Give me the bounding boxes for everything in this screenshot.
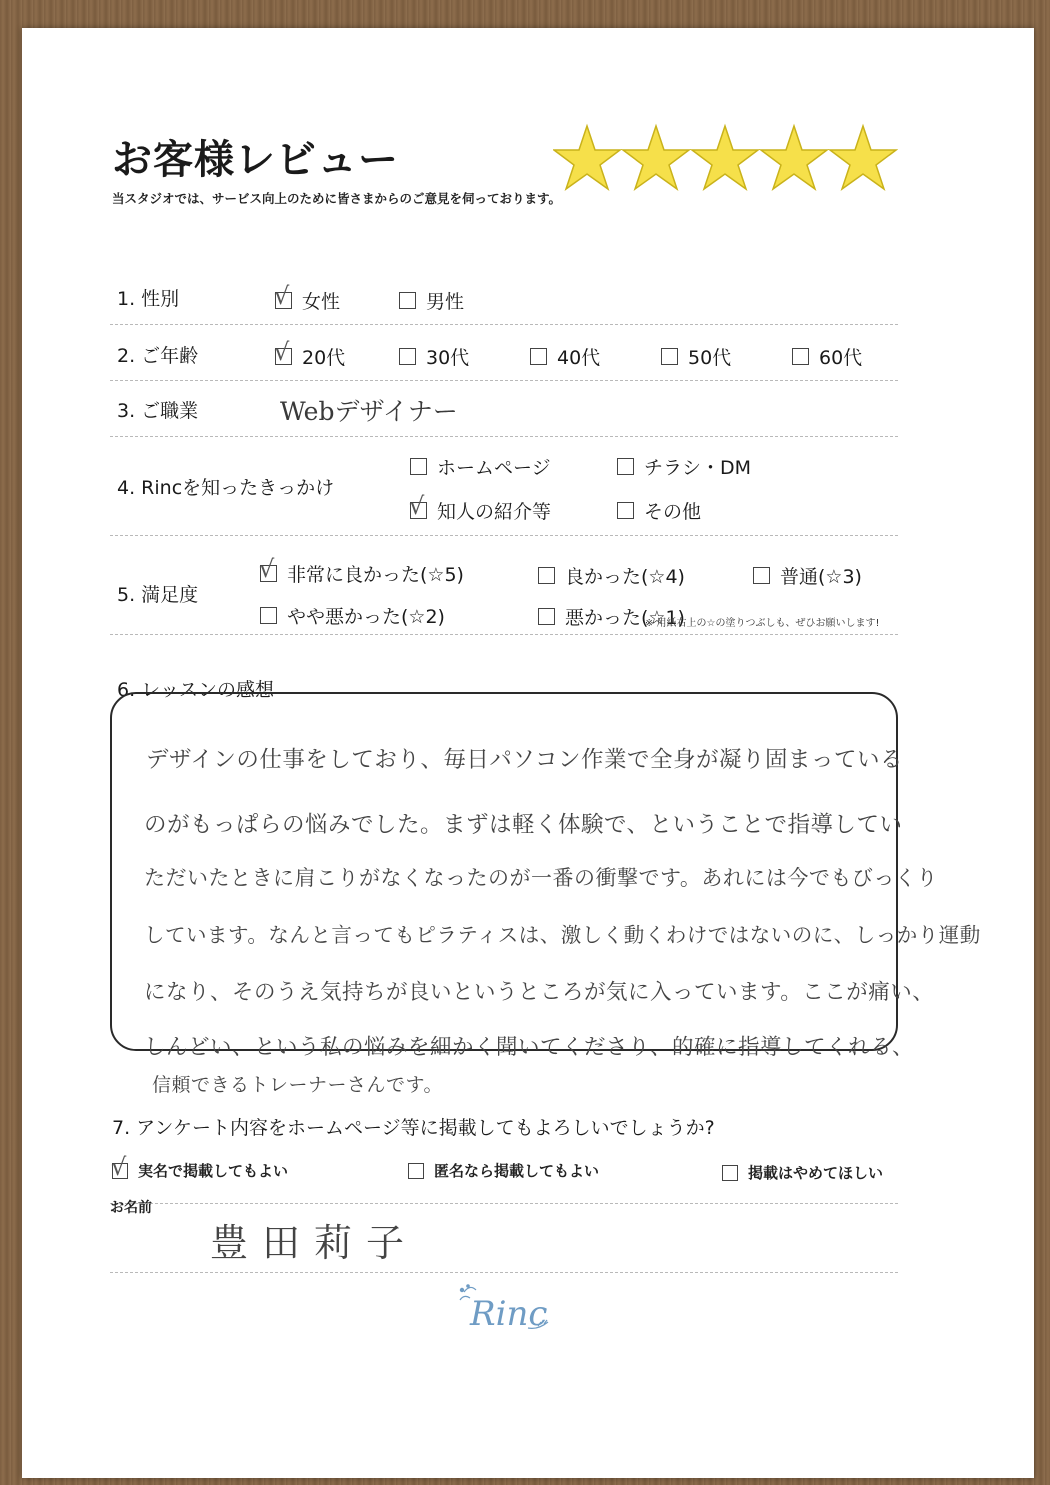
checkbox[interactable] <box>410 458 427 475</box>
checkbox[interactable] <box>753 567 770 584</box>
gender-female-option[interactable]: √ 女性 <box>274 282 341 313</box>
check-mark-icon: √ <box>274 338 290 366</box>
satisfaction-1-option[interactable]: 悪かった(☆1) <box>538 603 685 630</box>
checkbox[interactable] <box>399 292 416 309</box>
logo-text: Rinc <box>470 1294 548 1334</box>
publish-real-name-option[interactable]: √ 実名で掲載してもよい <box>111 1152 289 1181</box>
age-20s-option[interactable]: √ 20代 <box>274 338 346 369</box>
source-referral-option[interactable]: √ 知人の紹介等 <box>409 492 552 523</box>
comment-line: デザインの仕事をしており、毎日パソコン作業で全身が凝り固まっている <box>146 747 903 773</box>
rating-stars <box>553 118 898 198</box>
q4-label: 4. Rincを知ったきっかけ <box>117 477 335 499</box>
q5-label: 5. 満足度 <box>117 584 199 606</box>
age-40s-option[interactable]: 40代 <box>530 343 600 370</box>
source-other-option[interactable]: その他 <box>617 497 701 524</box>
age-50s-option[interactable]: 50代 <box>661 343 731 370</box>
name-field[interactable]: 豊田莉子 <box>210 1221 419 1265</box>
comment-line: 信頼できるトレーナーさんです。 <box>152 1074 443 1096</box>
checkbox[interactable] <box>409 492 427 520</box>
star-icon <box>692 126 758 189</box>
star-icon <box>554 126 620 189</box>
divider <box>110 324 898 325</box>
checkbox[interactable] <box>530 348 547 365</box>
comment-line: のがもっぱらの悩みでした。まずは軽く体験で、ということで指導してい <box>144 812 903 838</box>
checkbox[interactable] <box>399 348 416 365</box>
age-30s-option[interactable]: 30代 <box>399 343 469 370</box>
publish-decline-option[interactable]: 掲載はやめてほしい <box>722 1162 883 1183</box>
comment-line: しています。なんと言ってもピラティスは、激しく動くわけではないのに、しっかり運動 <box>144 923 981 947</box>
source-homepage-option[interactable]: ホームページ <box>410 453 551 480</box>
divider <box>110 535 898 536</box>
q7-label: 7. アンケート内容をホームページ等に掲載してもよろしいでしょうか? <box>112 1117 715 1139</box>
divider <box>110 634 898 635</box>
checkbox[interactable] <box>408 1163 424 1179</box>
divider <box>110 1203 898 1204</box>
publish-anonymous-option[interactable]: 匿名なら掲載してもよい <box>408 1160 599 1181</box>
page-title: お客様レビュー <box>112 137 399 183</box>
checkbox[interactable] <box>538 567 555 584</box>
comment-line: しんどい、という私の悩みを細かく聞いてくださり、的確に指導してくれる、 <box>144 1035 915 1060</box>
checkbox[interactable] <box>617 502 634 519</box>
check-mark-icon: √ <box>259 555 275 583</box>
rinc-logo <box>450 1280 560 1340</box>
comment-line: になり、そのうえ気持ちが良いというところが気に入っています。ここが痛い、 <box>144 980 935 1005</box>
checkbox[interactable] <box>259 555 277 583</box>
q1-label: 1. 性別 <box>117 288 180 310</box>
checkbox[interactable] <box>617 458 634 475</box>
checkbox[interactable] <box>792 348 809 365</box>
page-subtitle: 当スタジオでは、サービス向上のために皆さまからのご意見を伺っております。 <box>112 191 562 206</box>
check-mark-icon: √ <box>111 1152 127 1181</box>
checkbox[interactable] <box>260 607 277 624</box>
divider <box>110 380 898 381</box>
checkbox[interactable] <box>111 1152 128 1181</box>
checkbox[interactable] <box>274 338 292 366</box>
satisfaction-4-option[interactable]: 良かった(☆4) <box>538 562 685 589</box>
divider <box>110 1272 898 1273</box>
age-60s-option[interactable]: 60代 <box>792 343 862 370</box>
satisfaction-3-option[interactable]: 普通(☆3) <box>753 562 862 589</box>
satisfaction-5-option[interactable]: √ 非常に良かった(☆5) <box>259 555 464 586</box>
checkbox[interactable] <box>722 1165 738 1181</box>
q6-label: 6. レッスンの感想 <box>117 679 274 701</box>
q2-label: 2. ご年齢 <box>117 345 199 367</box>
checkbox[interactable] <box>274 282 292 310</box>
check-mark-icon: √ <box>274 282 290 310</box>
divider <box>110 436 898 437</box>
q3-label: 3. ご職業 <box>117 400 199 422</box>
check-mark-icon: √ <box>409 492 425 520</box>
source-flyer-option[interactable]: チラシ・DM <box>617 453 751 480</box>
star-fill-note: ※ 用紙右上の☆の塗りつぶしも、ぜひお願いします! <box>645 618 880 629</box>
star-icon <box>830 126 896 189</box>
name-label: お名前 <box>110 1200 152 1216</box>
comment-line: ただいたときに肩こりがなくなったのが一番の衝撃です。あれには今でもびっくり <box>144 866 938 890</box>
star-icon <box>623 126 689 189</box>
checkbox[interactable] <box>538 608 555 625</box>
occupation-answer[interactable]: Webデザイナー <box>280 397 458 426</box>
satisfaction-2-option[interactable]: やや悪かった(☆2) <box>260 602 445 629</box>
checkbox[interactable] <box>661 348 678 365</box>
gender-male-option[interactable]: 男性 <box>399 287 464 314</box>
star-icon <box>761 126 827 189</box>
